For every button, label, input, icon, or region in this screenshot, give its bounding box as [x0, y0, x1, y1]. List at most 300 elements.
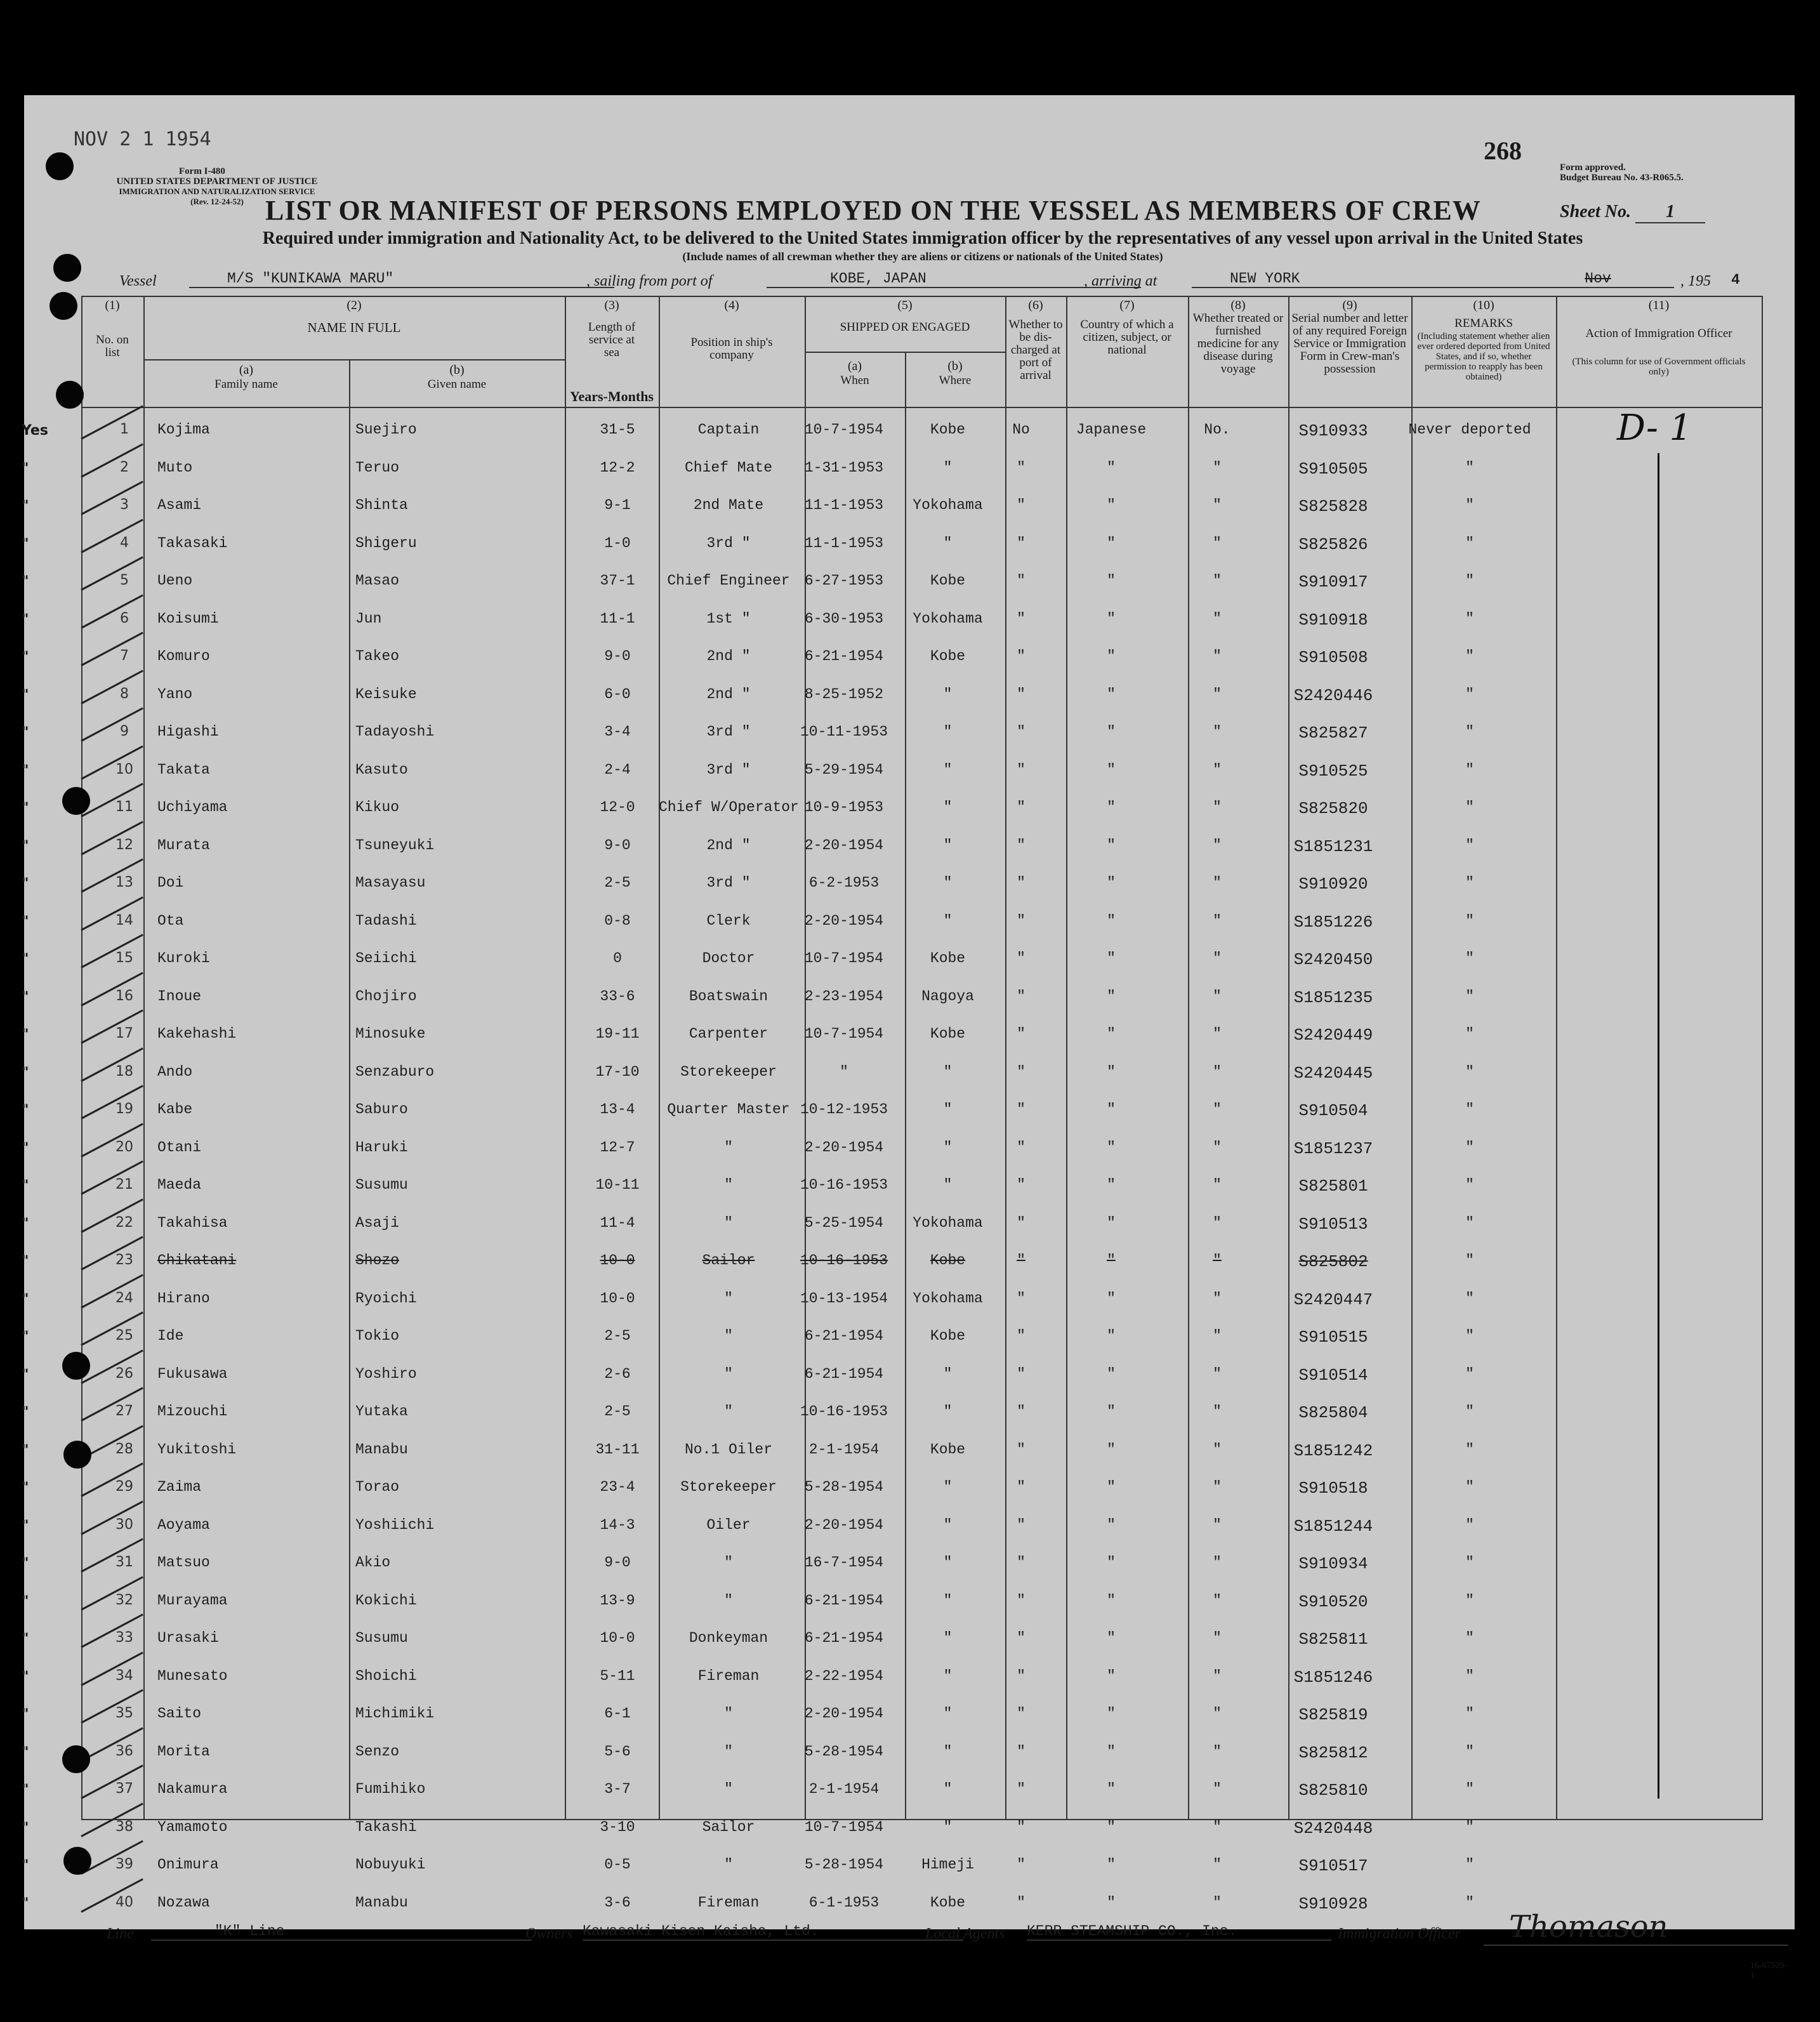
medicine-flag: ": [1213, 497, 1222, 513]
service-length: 12-2: [600, 459, 635, 476]
crew-row: [24, 522, 1795, 560]
position: Sailor: [702, 1818, 755, 1835]
crew-row: [24, 1466, 1795, 1503]
serial-number: S1851226: [1293, 912, 1373, 932]
family-name: Murata: [157, 836, 210, 854]
row-number: 2: [120, 459, 129, 475]
crew-row: [24, 824, 1795, 862]
medicine-flag: ": [1213, 1630, 1222, 1646]
crew-row: [24, 1164, 1795, 1201]
given-name: Kikuo: [355, 799, 400, 816]
citizenship: Japanese: [1076, 421, 1147, 438]
row-number: 26: [115, 1365, 133, 1382]
row-number: 14: [115, 912, 133, 928]
subtitle-note: (Include names of all crewman whether they are aliens or citizens or nationals of the United States): [682, 250, 1163, 263]
family-name: Higashi: [157, 724, 219, 740]
citizenship: ": [1107, 572, 1116, 589]
yes-mark: ": [22, 1556, 29, 1571]
serial-number: S910518: [1298, 1479, 1368, 1498]
serial-number: S910918: [1298, 610, 1368, 630]
agents-label: Local Agents: [925, 1926, 1005, 1942]
serial-number: S1851237: [1293, 1139, 1373, 1158]
medicine-flag: ": [1213, 1177, 1222, 1193]
row-number: 35: [115, 1705, 133, 1721]
service-length: 14-3: [600, 1516, 635, 1533]
service-length: 9-0: [604, 1554, 631, 1571]
serial-number: S910520: [1298, 1592, 1368, 1611]
crew-row: [24, 786, 1795, 824]
remarks: ": [1465, 459, 1474, 476]
yes-mark: ": [22, 1291, 29, 1307]
remarks: ": [1465, 1441, 1474, 1458]
punch-hole: [62, 787, 90, 815]
position: Fireman: [697, 1894, 760, 1911]
citizenship: ": [1107, 459, 1116, 476]
crew-row: [24, 1580, 1795, 1617]
remarks: ": [1465, 1365, 1474, 1382]
medicine-flag: ": [1213, 1667, 1222, 1684]
yes-mark: ": [22, 1178, 29, 1194]
crew-row: [24, 635, 1795, 673]
sheet-number-field: [1560, 202, 1705, 223]
engaged-when: 10-11-1953: [800, 724, 888, 740]
position: ": [724, 1592, 733, 1609]
engaged-where: Kobe: [930, 572, 966, 589]
family-name: Onimura: [157, 1856, 219, 1873]
row-number: 9: [120, 724, 129, 739]
form-approved: Form approved.: [1560, 162, 1626, 173]
family-name: Yano: [157, 685, 193, 703]
serial-number: S1851231: [1293, 836, 1373, 856]
family-name: Kuroki: [157, 950, 210, 967]
remarks: ": [1465, 1328, 1474, 1344]
remarks: ": [1465, 1479, 1474, 1495]
medicine-flag: ": [1213, 1479, 1222, 1495]
remarks: ": [1465, 1630, 1474, 1646]
yes-mark: ": [22, 1895, 29, 1912]
engaged-where: Yokohama: [913, 1214, 983, 1231]
crew-row: [24, 1542, 1795, 1579]
yes-mark: ": [22, 800, 29, 816]
yes-mark: ": [22, 913, 29, 930]
discharge-flag: ": [1017, 1705, 1025, 1722]
service-length: 10-0: [600, 1630, 635, 1646]
engaged-where: ": [943, 1063, 953, 1080]
citizenship: ": [1107, 1818, 1116, 1835]
discharge-flag: ": [1017, 761, 1025, 778]
family-name: Ueno: [157, 572, 193, 589]
col11-note: (This column for use of Government officials only): [1572, 357, 1746, 377]
revision: (Rev. 12-24-52): [190, 197, 244, 206]
engaged-where: ": [943, 761, 953, 778]
family-name: Ando: [157, 1063, 193, 1080]
family-name: Aoyama: [157, 1516, 210, 1533]
engaged-when: 6-21-1954: [804, 1592, 884, 1609]
family-name: Kabe: [157, 1101, 193, 1118]
serial-number: S1851242: [1293, 1441, 1373, 1460]
discharge-flag: ": [1017, 1026, 1025, 1042]
col2-number: (2): [346, 298, 362, 312]
discharge-flag: ": [1017, 1403, 1025, 1420]
crew-row: [24, 1239, 1795, 1277]
col5b-number: (b): [947, 359, 963, 373]
crew-row: [24, 1693, 1795, 1730]
citizenship: ": [1107, 1177, 1116, 1193]
service-length: 31-11: [595, 1441, 640, 1458]
crew-row: [24, 1353, 1795, 1391]
discharge-flag: ": [1017, 1592, 1025, 1609]
service-length: 0-5: [604, 1856, 631, 1873]
engaged-where: Kobe: [930, 1026, 966, 1042]
row-number: 39: [115, 1856, 133, 1872]
citizenship: ": [1107, 799, 1116, 816]
serial-number: S910513: [1298, 1214, 1368, 1234]
row-number: 30: [115, 1516, 133, 1533]
medicine-flag: ": [1213, 1403, 1222, 1420]
col5a-header: When: [840, 374, 869, 387]
service-length: 2-5: [604, 875, 631, 891]
engaged-where: ": [943, 685, 953, 703]
col10-number: (10): [1473, 298, 1494, 312]
medicine-flag: ": [1213, 648, 1222, 664]
crew-row: [24, 1806, 1795, 1844]
engaged-when: 11-1-1953: [804, 534, 884, 552]
position: Chief Engineer: [667, 572, 790, 589]
citizenship: ": [1107, 534, 1116, 552]
arriving-label: , arriving at: [1084, 273, 1157, 289]
service-length: 2-5: [604, 1403, 631, 1420]
service-length: 3-4: [604, 724, 631, 740]
col9-header: Serial number and letter of any required Foreign Service or Immigration Form in Crew-man's possession: [1291, 312, 1408, 376]
row-number: 36: [115, 1743, 133, 1759]
service-length: 11-1: [600, 610, 635, 627]
serial-number: S910515: [1298, 1328, 1368, 1347]
engaged-when: 10-16-1953: [800, 1177, 888, 1193]
engaged-when: 2-20-1954: [804, 1705, 884, 1722]
given-name: Shozo: [355, 1252, 400, 1269]
position: ": [724, 1554, 733, 1571]
position: ": [724, 1290, 733, 1307]
family-name: Zaima: [157, 1479, 202, 1495]
yes-mark: ": [22, 574, 29, 590]
col3-number: (3): [604, 298, 619, 312]
service-length: 37-1: [600, 572, 635, 589]
col11-number: (11): [1648, 298, 1670, 312]
discharge-flag: ": [1017, 1818, 1025, 1835]
medicine-flag: ": [1213, 1328, 1222, 1344]
service-length: 10-11: [595, 1177, 640, 1193]
position: Carpenter: [689, 1026, 768, 1042]
vessel-label: Vessel: [119, 273, 157, 289]
given-name: Tadashi: [355, 912, 417, 929]
remarks: ": [1465, 1516, 1474, 1533]
yes-mark: ": [22, 611, 29, 628]
yes-mark: ": [22, 1404, 29, 1420]
remarks: ": [1465, 1139, 1474, 1156]
family-name: Otani: [157, 1139, 202, 1156]
year-label: , 195: [1680, 273, 1711, 289]
remarks: ": [1465, 799, 1474, 816]
crew-row: [24, 1844, 1795, 1881]
punch-hole: [63, 1441, 91, 1469]
engaged-when: 5-29-1954: [804, 761, 884, 778]
engaged-where: ": [943, 1705, 953, 1722]
engaged-where: ": [943, 1516, 953, 1533]
discharge-flag: ": [1017, 1781, 1025, 1797]
discharge-flag: ": [1017, 1856, 1025, 1873]
engaged-when: 10-7-1954: [804, 950, 884, 967]
position: ": [724, 1856, 733, 1873]
crew-row: [24, 1768, 1795, 1806]
col8-number: (8): [1230, 298, 1246, 312]
service-length: 9-0: [604, 648, 631, 664]
citizenship: ": [1107, 950, 1116, 967]
medicine-flag: ": [1213, 1554, 1222, 1571]
serial-number: S910525: [1298, 761, 1368, 781]
discharge-flag: ": [1017, 1554, 1025, 1571]
received-date-stamp: NOV 2 1 1954: [74, 128, 211, 150]
punch-hole: [62, 1745, 90, 1773]
family-name: Munesato: [157, 1667, 228, 1684]
crew-row: [24, 1655, 1795, 1693]
yes-mark: ": [22, 1329, 29, 1345]
crew-row: [24, 560, 1795, 597]
citizenship: ": [1107, 1705, 1116, 1722]
col2a-number: (a): [239, 363, 254, 377]
citizenship: ": [1107, 1441, 1116, 1458]
position: Chief Mate: [684, 459, 773, 476]
citizenship: ": [1107, 1856, 1116, 1873]
citizenship: ": [1107, 1063, 1116, 1080]
remarks: ": [1465, 1705, 1474, 1722]
position: Storekeeper: [680, 1063, 777, 1080]
officer-signature: Thomason: [1484, 1909, 1788, 1946]
serial-number: S825820: [1298, 799, 1368, 818]
discharge-flag: ": [1017, 497, 1025, 513]
given-name: Ryoichi: [355, 1290, 417, 1307]
punch-hole: [53, 254, 81, 282]
given-name: Saburo: [355, 1101, 408, 1118]
medicine-flag: ": [1213, 761, 1222, 778]
yes-mark: ": [22, 1215, 29, 1232]
col4-number: (4): [724, 298, 739, 312]
discharge-flag: ": [1017, 534, 1025, 552]
engaged-when: 10-16-1953: [800, 1403, 888, 1420]
col2b-number: (b): [449, 363, 465, 377]
given-name: Susumu: [355, 1630, 408, 1646]
medicine-flag: ": [1213, 724, 1222, 740]
serial-number: S910505: [1298, 459, 1368, 479]
row-number: 32: [115, 1592, 133, 1608]
col10-header: REMARKS: [1454, 317, 1513, 330]
row-number: 29: [115, 1479, 133, 1495]
citizenship: ": [1107, 1516, 1116, 1533]
year-digit: 4: [1731, 272, 1740, 288]
medicine-flag: ": [1213, 1252, 1222, 1269]
position: ": [724, 1403, 733, 1420]
row-number: 18: [115, 1063, 133, 1080]
remarks: ": [1465, 1894, 1474, 1911]
serial-number: S2420450: [1293, 950, 1373, 969]
family-name: Kojima: [157, 421, 210, 438]
position: ": [724, 1705, 733, 1722]
given-name: Tsuneyuki: [355, 836, 435, 854]
given-name: Masayasu: [355, 875, 426, 891]
sailing-label: , sailing from port of: [586, 273, 713, 289]
discharge-flag: ": [1017, 1252, 1025, 1269]
discharge-flag: ": [1017, 1063, 1025, 1080]
remarks: ": [1465, 836, 1474, 854]
row-number: 22: [115, 1214, 133, 1231]
yes-mark: ": [22, 838, 29, 854]
discharge-flag: ": [1017, 685, 1025, 703]
col3-unit: Years-Months: [570, 388, 654, 404]
vessel-line: [88, 270, 1763, 293]
row-number: 24: [115, 1290, 133, 1306]
punch-hole: [56, 381, 84, 409]
position: 2nd ": [706, 836, 751, 854]
family-name: Takasaki: [157, 534, 228, 552]
engaged-where: ": [943, 1781, 953, 1797]
position: No.1 Oiler: [684, 1441, 773, 1458]
page-number: 268: [1484, 136, 1522, 165]
discharge-flag: ": [1017, 572, 1025, 589]
family-name: Muto: [157, 459, 193, 476]
engaged-when: 2-20-1954: [804, 1516, 884, 1533]
engaged-when: 6-27-1953: [804, 572, 884, 589]
position: ": [724, 1139, 733, 1156]
given-name: Yoshiichi: [355, 1516, 435, 1533]
remarks: ": [1465, 1592, 1474, 1609]
family-name: Chikatani: [157, 1252, 237, 1269]
crew-row: [24, 1429, 1795, 1466]
service: IMMIGRATION AND NATURALIZATION SERVICE: [119, 187, 315, 196]
given-name: Manabu: [355, 1441, 408, 1458]
sheet-number: 1: [1635, 202, 1705, 223]
row-number: 28: [115, 1441, 133, 1457]
col8-header: Whether treated or furnished medicine for any disease during voyage: [1192, 312, 1284, 376]
engaged-when: 2-20-1954: [804, 836, 884, 854]
crew-table: [22, 296, 1763, 1920]
medicine-flag: ": [1213, 685, 1222, 703]
position: ": [724, 1328, 733, 1344]
crew-row: [24, 862, 1795, 899]
service-length: 10-0: [600, 1290, 635, 1307]
serial-number: S825819: [1298, 1705, 1368, 1724]
engaged-where: ": [943, 875, 953, 891]
discharge-flag: ": [1017, 799, 1025, 816]
serial-number: S910934: [1298, 1554, 1368, 1573]
crew-row: [24, 937, 1795, 975]
engaged-when: 6-21-1954: [804, 648, 884, 664]
serial-number: S910920: [1298, 875, 1368, 894]
engaged-where: ": [943, 1139, 953, 1156]
crew-row: [24, 1617, 1795, 1655]
engaged-where: Kobe: [930, 1328, 966, 1344]
medicine-flag: ": [1213, 1063, 1222, 1080]
given-name: Tadayoshi: [355, 724, 435, 740]
given-name: Yoshiro: [355, 1365, 417, 1382]
punch-hole: [63, 1847, 91, 1875]
discharge-flag: ": [1017, 1101, 1025, 1118]
engaged-where: Yokohama: [913, 1290, 983, 1307]
remarks: ": [1465, 761, 1474, 778]
family-name: Fukusawa: [157, 1365, 228, 1382]
given-name: Shinta: [355, 497, 408, 513]
given-name: Masao: [355, 572, 400, 589]
service-length: 6-1: [604, 1705, 631, 1722]
form-header-right: [1560, 162, 1763, 183]
crew-row: [24, 1013, 1795, 1050]
yes-mark: ": [22, 762, 29, 779]
serial-number: S825810: [1298, 1781, 1368, 1800]
discharge-flag: ": [1017, 1290, 1025, 1307]
yes-mark: ": [22, 876, 29, 892]
remarks: ": [1465, 648, 1474, 664]
engaged-where: ": [943, 1743, 953, 1760]
crew-row: [24, 673, 1795, 711]
service-length: 9-1: [604, 497, 631, 513]
given-name: Kokichi: [355, 1592, 417, 1609]
row-number: 11: [115, 799, 133, 815]
engaged-where: Kobe: [930, 648, 966, 664]
row-number: 13: [115, 875, 133, 890]
serial-number: S1851244: [1293, 1516, 1373, 1536]
engaged-when: 6-2-1953: [808, 875, 880, 891]
position: ": [724, 1743, 733, 1760]
remarks: ": [1465, 1403, 1474, 1420]
citizenship: ": [1107, 761, 1116, 778]
discharge-flag: ": [1017, 875, 1025, 891]
citizenship: ": [1107, 875, 1116, 891]
col11-header: Action of Immigration Officer: [1585, 327, 1732, 340]
yes-mark: ": [22, 1858, 29, 1873]
engaged-where: ": [943, 1479, 953, 1495]
service-length: 10-0: [600, 1252, 635, 1269]
serial-number: S825801: [1298, 1177, 1368, 1196]
remarks: ": [1465, 1554, 1474, 1571]
given-name: Asaji: [355, 1214, 400, 1231]
service-length: 0: [613, 950, 622, 967]
given-name: Haruki: [355, 1139, 408, 1156]
row-number: 1: [120, 421, 129, 437]
remarks: ": [1465, 572, 1474, 589]
engaged-when: 6-21-1954: [804, 1630, 884, 1646]
citizenship: ": [1107, 724, 1116, 740]
service-length: 23-4: [600, 1479, 635, 1495]
yes-mark: ": [22, 1707, 29, 1722]
yes-mark: ": [22, 1480, 29, 1496]
given-name: Kasuto: [355, 761, 408, 778]
yes-mark: ": [22, 1744, 29, 1761]
engaged-when: ": [840, 1063, 848, 1080]
family-name: Yamamoto: [157, 1818, 228, 1835]
discharge-flag: ": [1017, 950, 1025, 967]
crew-row: [24, 1278, 1795, 1315]
discharge-flag: ": [1017, 1177, 1025, 1193]
yes-mark: ": [22, 1442, 29, 1458]
citizenship: ": [1107, 1592, 1116, 1609]
yes-mark: ": [22, 536, 29, 552]
engaged-where: Himeji: [921, 1856, 974, 1873]
service-length: 13-4: [600, 1101, 635, 1118]
remarks: ": [1465, 534, 1474, 552]
agents-value: KERR STEAMSHIP CO., Inc.: [1027, 1923, 1331, 1941]
service-length: 5-6: [604, 1743, 631, 1760]
citizenship: ": [1107, 1101, 1116, 1118]
budget-bureau: Budget Bureau No. 43-R065.5.: [1560, 173, 1684, 183]
departure-port: KOBE, JAPAN: [767, 270, 1141, 288]
